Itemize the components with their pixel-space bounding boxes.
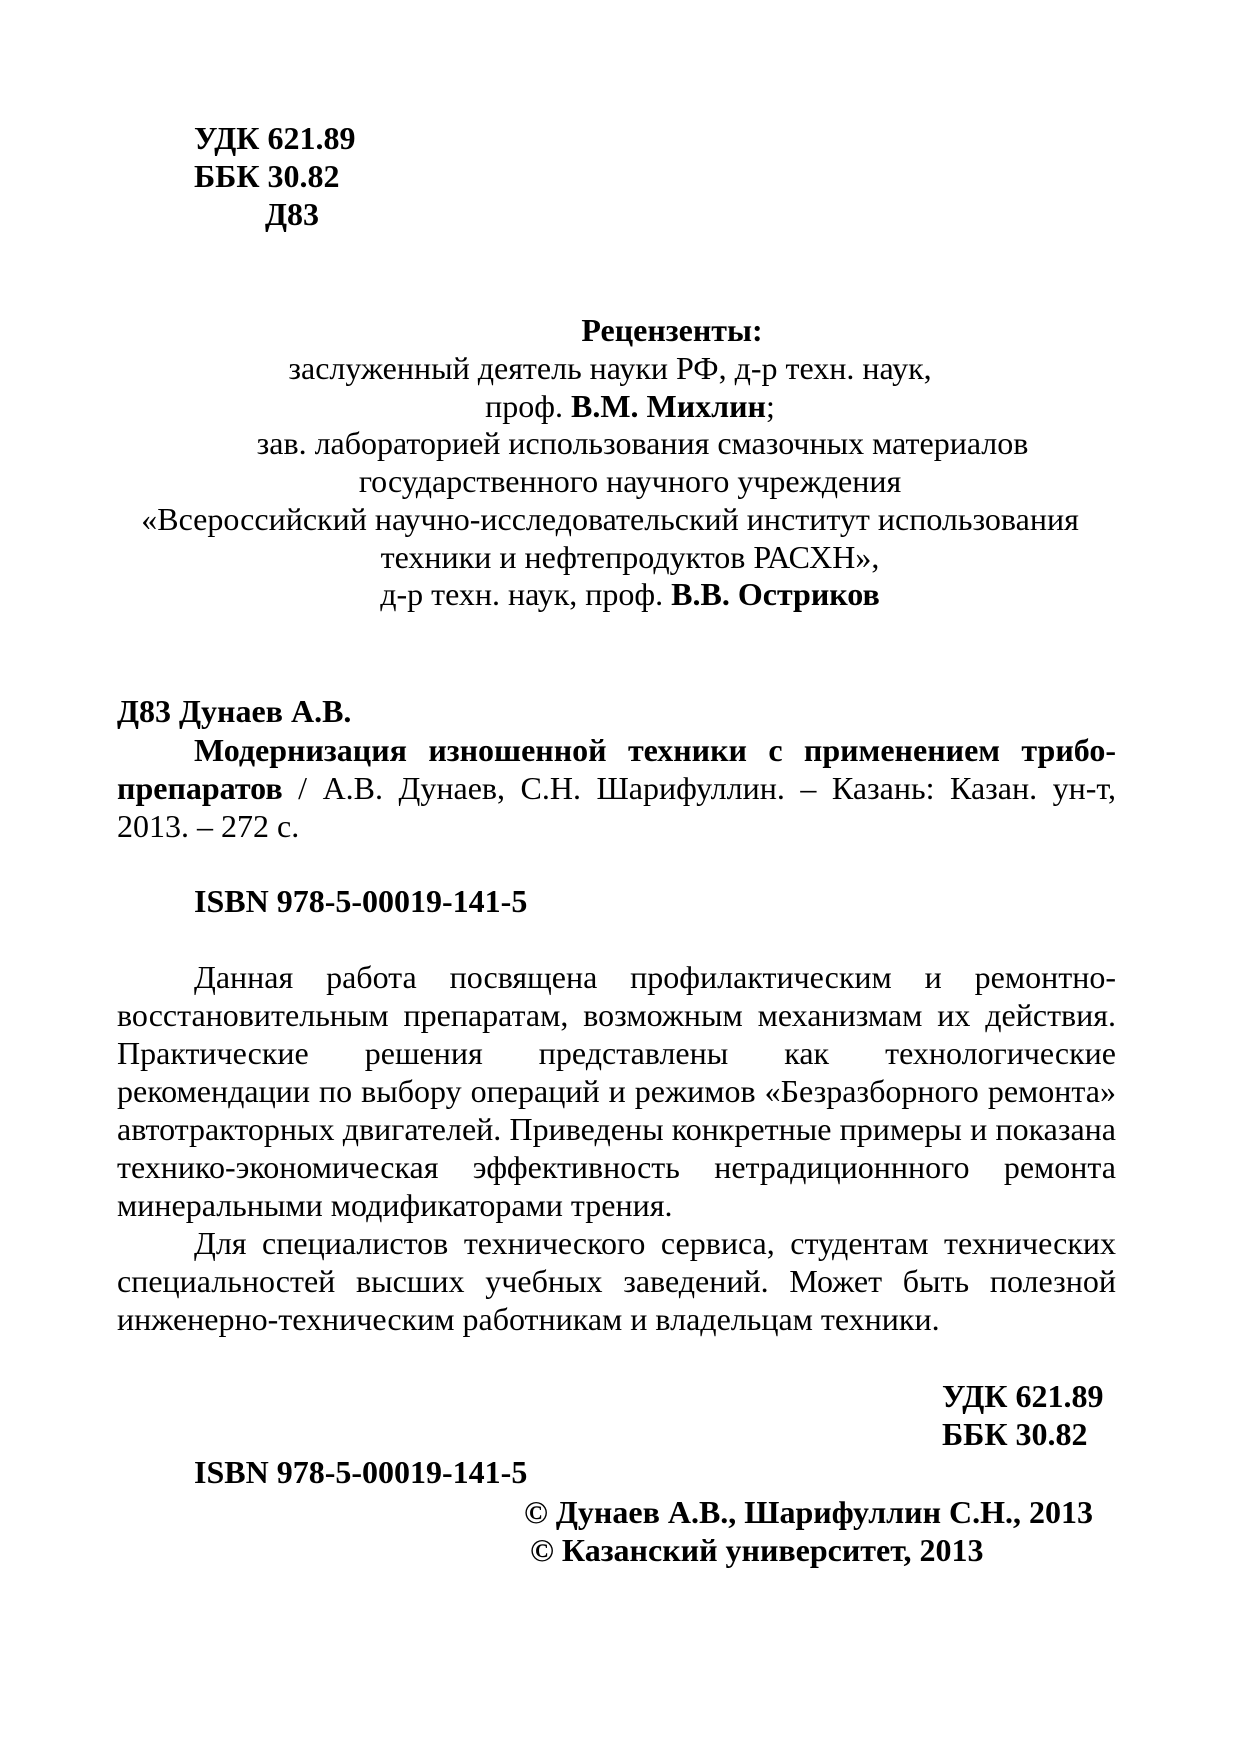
author-code-top: Д83 bbox=[265, 196, 320, 232]
bbk-code-bottom: ББК 30.82 bbox=[942, 1416, 1088, 1452]
reviewer2-institution-line: государственного научного учреждения bbox=[358, 463, 902, 499]
udk-code-top: УДК 621.89 bbox=[194, 120, 356, 156]
annotation-paragraph-2: Для специалистов технического сервиса, студентам технических специальностей высших учебных заведений. Может быть полезной инженерно-техническим работникам и владельцам техники. bbox=[117, 1225, 1116, 1337]
reviewer1-position: заслуженный деятель науки РФ, д-р техн. наук, bbox=[288, 349, 932, 386]
reviewer1-suffix: ; bbox=[765, 387, 775, 424]
reviewer2-name: В.В. Остриков bbox=[671, 576, 880, 613]
reviewers-block bbox=[110, 312, 1110, 614]
reviewer2-prefix: д-р техн. наук, проф. bbox=[380, 576, 672, 613]
annotation bbox=[117, 958, 1116, 1338]
isbn-entry: ISBN 978-5-00019-141-5 bbox=[194, 883, 528, 919]
reviewer1-prefix: проф. bbox=[485, 387, 571, 424]
reviewer2-institute-name: «Всероссийский научно-исследовательский институт использования bbox=[141, 500, 1079, 537]
reviewers-title: Рецензенты: bbox=[581, 312, 763, 348]
entry-heading: Д83 Дунаев А.В. bbox=[117, 693, 352, 729]
book-title: Модернизация изношенной техники с применением трибо-препаратов bbox=[117, 732, 1116, 806]
entry-description bbox=[117, 731, 1116, 845]
reviewer2-position: зав. лабораторией использования смазочных материалов bbox=[256, 425, 1029, 462]
udk-code-bottom: УДК 621.89 bbox=[942, 1378, 1104, 1414]
copyright-university: © Казанский университет, 2013 bbox=[530, 1532, 984, 1568]
reviewer2-institute-name-cont: техники и нефтепродуктов РАСХН», bbox=[380, 538, 880, 575]
bbk-code-top: ББК 30.82 bbox=[194, 158, 340, 194]
copyright-authors: © Дунаев А.В., Шарифуллин С.Н., 2013 bbox=[524, 1494, 1093, 1530]
isbn-bottom: ISBN 978-5-00019-141-5 bbox=[194, 1454, 528, 1490]
book-details: / А.В. Дунаев, С.Н. Шарифуллин. – Казань: Казан. ун-т, 2013. – 272 с. bbox=[117, 770, 1116, 844]
reviewer2-name-line bbox=[110, 576, 1110, 614]
reviewer1-name-line bbox=[110, 388, 1110, 426]
annotation-paragraph-1: Данная работа посвящена профилактическим и ремонтно-восстановительным препаратам, возможным механизмам их действия. Практические решения представлены как технологические рекомендации по выбору операций и режимов «Безразборного ремонта» автотракторных двигателей. Приведены конкретные примеры и показана технико-экономическая эффективность нетрадиционнного ремонта минеральными модификаторами трения. bbox=[117, 959, 1116, 1223]
reviewer1-name: В.М. Михлин bbox=[570, 387, 766, 424]
